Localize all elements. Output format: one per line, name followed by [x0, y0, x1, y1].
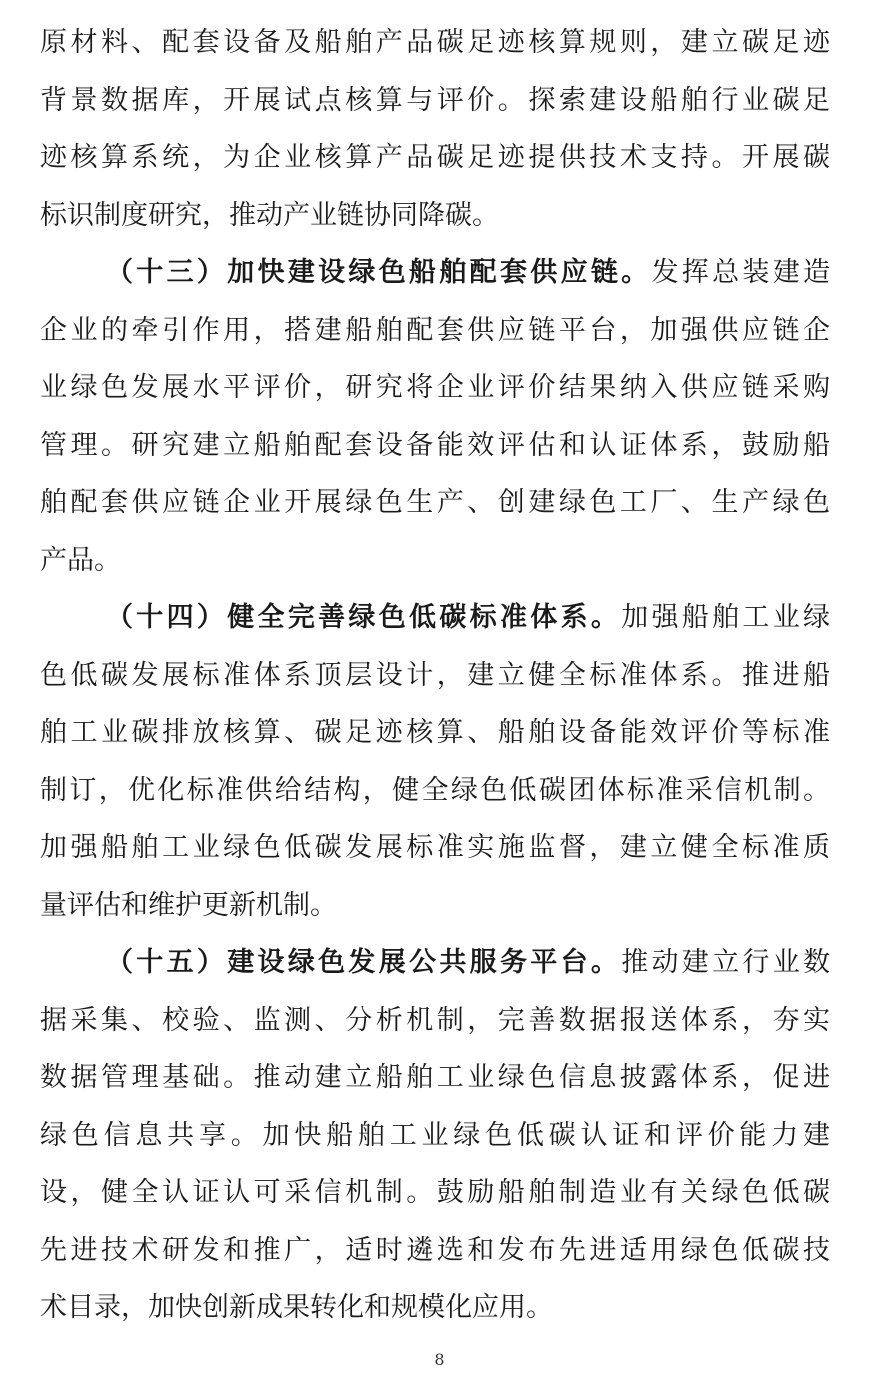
text-line: 产品。: [40, 544, 121, 576]
text-line: 设，健全认证认可采信机制。鼓励船舶制造业有关绿色低碳: [40, 1177, 830, 1208]
text-line: 量评估和维护更新机制。: [40, 889, 337, 921]
section-13-first-line: [40, 244, 830, 302]
section-13-first-line-text: 发挥总装建造: [651, 257, 831, 288]
text-line: 绿色信息共享。加快船舶工业绿色低碳认证和评价能力建: [40, 1119, 830, 1151]
section-15-first-line-text: 推动建立行业数: [621, 947, 831, 978]
text-line: 先进技术研发和推广，适时遴选和发布先进适用绿色低碳技: [40, 1234, 830, 1266]
text-line: 制订，优化标准供给结构，健全绿色低碳团体标准采信机制。: [40, 774, 830, 806]
text-line: 数据管理基础。推动建立船舶工业绿色信息披露体系，促进: [40, 1062, 830, 1093]
text-line: 加强船舶工业绿色低碳发展标准实施监督，建立健全标准质: [40, 832, 830, 863]
text-line: 术目录，加快创新成果转化和规模化应用。: [40, 1292, 553, 1323]
text-line: 迹核算系统，为企业核算产品碳足迹提供技术支持。开展碳: [40, 142, 830, 173]
text-line: 管理。研究建立船舶配套设备能效评估和认证体系，鼓励船: [40, 429, 830, 461]
text-line: 企业的牵引作用，搭建船舶配套供应链平台，加强供应链企: [40, 314, 830, 346]
section-13-heading: （十三）加快建设绿色船舶配套供应链。: [106, 257, 652, 288]
text-line: 舶配套供应链企业开展绿色生产、创建绿色工厂、生产绿色: [40, 487, 830, 518]
body-text: [40, 14, 830, 1337]
text-line: 舶工业碳排放核算、碳足迹核算、船舶设备能效评价等标准: [40, 717, 830, 748]
section-14-heading: （十四）健全完善绿色低碳标准体系。: [106, 602, 622, 633]
text-line: 原材料、配套设备及船舶产品碳足迹核算规则，建立碳足迹: [40, 27, 830, 58]
section-15-heading: （十五）建设绿色发展公共服务平台。: [106, 947, 622, 978]
section-14-first-line: [40, 589, 830, 647]
text-line: 业绿色发展水平评价，研究将企业评价结果纳入供应链采购: [40, 372, 830, 403]
text-line: 标识制度研究，推动产业链协同降碳。: [40, 199, 499, 231]
text-line: 据采集、校验、监测、分析机制，完善数据报送体系，夯实: [40, 1004, 830, 1036]
page-number: 8: [434, 1350, 445, 1369]
text-line: 背景数据库，开展试点核算与评价。探索建设船舶行业碳足: [40, 84, 830, 116]
text-line: 色低碳发展标准体系顶层设计，建立健全标准体系。推进船: [40, 659, 830, 691]
section-15-first-line: [40, 934, 830, 992]
section-14-first-line-text: 加强船舶工业绿: [621, 602, 831, 633]
